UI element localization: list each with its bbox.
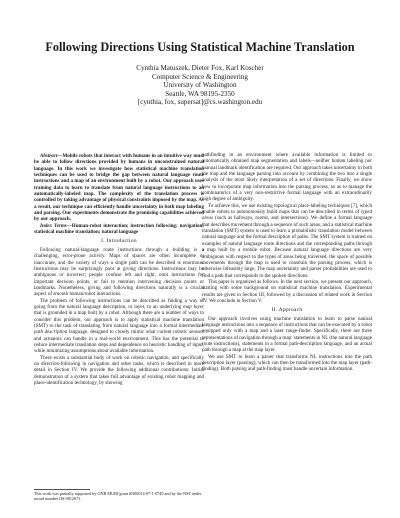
footnote-rule [34,489,90,490]
footnote: This work was partially supported by ONR MURI grant #N00014-07-1-0749 and by the NSF under award number IIS-0812671. [34,491,202,502]
right-paragraph-2 [202,203,372,279]
approach-paragraph-1: Our approach involves using machine translation to learn to parse natural language instructions into a sequence of instructions that can be executed by a robot equipped only with a map and a laser range-finder. Specifically, there are three representations of navigation through a map: statements in NL (the natural language route instructions), statements in a formal path-description language, and an actual path through a map at the map layer. [202,315,372,354]
abstract [34,153,204,223]
right-p2-part-b: (such as hallways, rooms, and intersections). We define a formal language that describes movement through a sequence of such areas, and a statistical machine translation (SMT) system is used to learn a probabilistic translation model between natural language and the formal description of paths. The SMT system is trained on examples of natural language route directions and the corresponding paths through a map built by a mobile robot. Because natural language directions are very ambiguous with respect to the types of areas being traversed, the space of possible movements through the map is used to constrain the parsing process, which is otherwise infeasibly large. The map uncertainty and parser probabilities are used to find a path that corresponds to the spoken directions. [202,215,372,279]
approach-paragraph-2: We use SMT to learn a parser that transforms NL instructions into the path description layer (parsing), which can then be transformed into the map layer (path-finding). Both parsing and path-finding must handle uncertain information. [202,353,372,373]
author-names: Cynthia Matuszek, Dieter Fox, Karl Koscher [136,64,264,72]
right-column [202,152,372,373]
abstract-label: Abstract [40,153,58,159]
left-column [34,153,204,386]
intro-paragraph-1: Following natural-language route instructions through a building is a challenging, error-prone activity. Maps of spaces are often incomplete or inaccurate, and the variety of ways a single path can be described is enormous. Instructions may be surprisingly poor at giving directions. Instructions may be ambiguous or incorrect; people confuse left and right, omit instructions for important decision points, or fail to mention intervening decision points or landmarks. Nonetheless, giving and following directions naturally is a crucial aspect of smooth human/robot interactions. [34,246,204,298]
intro-paragraph-2 [34,298,204,355]
right-p2-emph-typed-areas: typed areas [202,209,372,222]
right-p2-part-a: To achieve this, we use existing topological place-labeling techniques [7], which enable robots to autonomously build maps that can be described in terms of [202,202,372,216]
author-block [0,64,400,107]
intro-p2-emph-path-description: path description [34,329,68,336]
paper-title: Following Directions Using Statistical Machine Translation [45,40,355,54]
abstract-text: —Mobile robots that interact with humans in an intuitive way must be able to follow directions provided by humans in unconstrained natural language. In this work we investigate how statistical machine translation techniques can be used to bridge the gap between natural language route instructions and a map of an environment built by a robot. Our approach uses training data to learn to translate from natural language instructions to an automatically-labeled map. The complexity of the translation process is controlled by taking advantage of physical constraints imposed by the map. As a result, our technique can efficiently handle uncertainty in both map labeling and parsing. Our experiments demonstrate the promising capabilities achieved by our approach. [34,153,204,223]
intro-p2-part-b: that is grounded in a map built by a robot. Although there are a number of ways to consider this problem, our approach is to apply statistical machine translation (SMT) to the task of translating from natural language into a formal intermediate [34,310,204,329]
right-paragraph-3: This paper is organized as follows. In the next section, we present our approach, starting with some background on statistical machine translation. Experimental results are given in Section III, followed by a discussion of related work in Section IV. We conclude in Section V. [202,278,372,304]
section-heading-introduction: I. Introduction [101,238,137,245]
index-terms-text: —Human-robot interaction; instruction following; navigation; statistical machine translation; natural language [34,222,204,236]
intro-paragraph-3: There exists a substantial body of work on robotic navigation, and specifically on direction-following in navigation and other tasks, which is described in more detail in Section IV. We provide the following additional contributions: Initial demonstration of a system that takes full advantage of existing robot mapping and place-identification technology, by showing [34,354,204,387]
affiliation-univ: University of Washington [163,81,237,90]
right-paragraph-1: pathfinding in an environment where available information is limited to automatically obtained map segmentation and labels—neither human labeling nor manual landmark identification are required. Our approach takes uncertainty in both the map and the language parsing into account by combining the two into a single analysis of the most likely interpretation of a set of directions. Finally, we show how to incorporate map information into the parsing process, so as to manage the combinatorics of a very non-restrictive formal language with an extraordinarily high degree of ambiguity. [202,152,372,203]
affiliation-city: Seattle, WA 98195-2350 [165,89,235,98]
intro-p2-part-c: language, designed to closely mimic what current robotic sensors and actuators can handle in a real-world environment. This has the potential to reduce intermediate translation steps and dependence on heuristic handling of input, while minimizing assumptions about available information. [34,329,204,355]
affiliation-dept: Computer Science & Engineering [152,72,248,81]
author-emails: [cynthia, fox, supersat]@cs.washington.edu [137,98,263,107]
section-heading-approach: II. Approach [271,307,303,314]
index-terms-label: Index Terms [40,222,67,229]
intro-p2-emph-map-layer: map layer [183,303,205,310]
index-terms [34,223,204,236]
intro-p2-part-a: The problem of following instructions can be described as finding a way of going from the natural language description, or layer, to an underlying [34,297,204,310]
